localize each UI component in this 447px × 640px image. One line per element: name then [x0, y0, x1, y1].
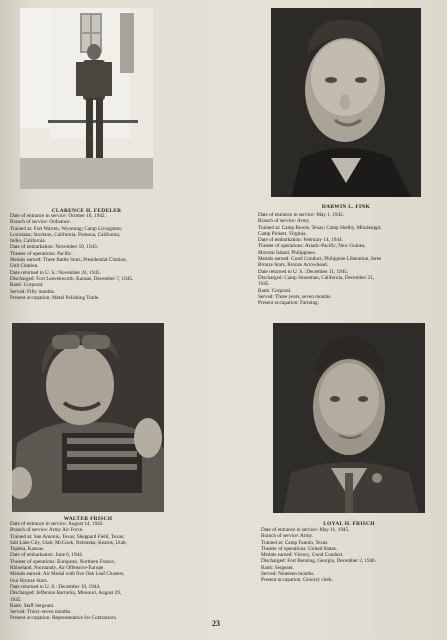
entry-name: WALTER FRISCH [63, 516, 113, 522]
detail-line: Rank: Corporal. [258, 287, 292, 294]
entry-name: LOYAL H. FRISCH [323, 521, 375, 527]
detail-line: Branch of service: Army. [261, 533, 314, 540]
detail-line: Discharged: Jefferson Barracks, Missouri, August 29, [10, 590, 122, 597]
detail-line: Rank: Sergeant. [261, 564, 295, 571]
detail-line: Topeka, Kansas. [10, 546, 45, 553]
detail-line: Served: Nineteen months. [261, 571, 315, 578]
detail-line: Trained at: San Antonio, Texas; Sheppard Field, Texas; [10, 533, 125, 540]
detail-line: Branch of service: Army. [258, 218, 311, 225]
detail-line: Served: Thirty-seven months. [10, 609, 72, 616]
detail-line: 1945. [10, 596, 22, 603]
detail-line: Date returned to U. S.: December 10, 1944. [10, 583, 101, 590]
detail-line: Morotai Island, Philippines. [258, 249, 316, 256]
detail-line: Date of embarkation: June 6, 1944. [10, 552, 84, 559]
entry-name: CLARENCE H. FEDELER [51, 208, 122, 214]
detail-line: Rhineland, Normandy, Air Offensive-Europe. [10, 565, 105, 572]
detail-line: Trained at: Fort Warren, Wyoming; Camp Livingston; [10, 225, 122, 232]
photo-clarence-fedeler [20, 8, 153, 189]
detail-line: Date of embarkation: November 10, 1943. [10, 244, 99, 251]
photo-darwin-fink [271, 8, 421, 197]
detail-line: Louisiana; Stockton, California; Pomona, California; [10, 231, 121, 238]
detail-line: Date of entrance in service: May 1, 1942. [258, 212, 344, 218]
detail-line: Medals earned: Three Battle Stars, Presidential Citation, [10, 257, 127, 264]
detail-line: Theater of operations: Pacific. [10, 250, 73, 257]
entry-details [10, 213, 210, 301]
detail-line: Present occupation: Representative for Contractors. [10, 615, 118, 622]
detail-line: Theater of operations: European, Northern France, [10, 558, 116, 565]
detail-line: Branch of service: Ordnance. [10, 219, 71, 226]
photo-loyal-frisch [273, 323, 425, 513]
detail-line: Trained at: Camp Fannin, Texas. [261, 539, 329, 546]
detail-line: Trained at: Camp Bowie, Texas; Camp Shelby, Mississippi; [258, 224, 382, 231]
detail-line: Discharged: Fort Leavenworth, Kansas, December 7, 1945. [10, 275, 134, 282]
detail-line: Branch of service: Army Air Force. [10, 527, 84, 534]
entry-name: DARWIN L. FINK [321, 204, 371, 210]
detail-line: Served: Three years, seven months. [258, 293, 332, 300]
detail-line: Present occupation: Grocery clerk. [261, 577, 334, 584]
detail-line: Discharged: Camp Stoneman, California, December 21, [258, 274, 375, 281]
detail-line: Rank: Corporal. [10, 282, 44, 289]
detail-line: four Bronze Stars. [10, 577, 48, 584]
entry-details [258, 212, 443, 306]
detail-line: Salt Lake City, Utah; McCook, Nebraska; Kearns, Utah; [10, 539, 127, 546]
detail-line: Bronze Stars, Bronze Arrowhead. [258, 262, 328, 269]
entry-details [261, 527, 446, 584]
detail-line: Medals earned: Air Medal with five Oak Leaf Clusters, [10, 571, 125, 578]
detail-line: Present occupation: Metal Polishing Trade. [10, 294, 100, 301]
detail-line: Medals earned: Good Conduct, Philippine Liberation, three [258, 256, 382, 263]
detail-line: Unit Citation. [10, 263, 39, 270]
entry-details [10, 521, 210, 622]
detail-line: Medals earned: Victory, Good Conduct. [261, 552, 344, 559]
detail-line: Date returned to U. S.: November 24, 1945. [10, 269, 101, 276]
detail-line: Rank: Staff Sergeant. [10, 602, 55, 609]
detail-line: Theater of operations: Asiatic-Pacific, New Guinea, [258, 243, 366, 250]
detail-line: Camp Pickett, Virginia. [258, 230, 307, 237]
detail-line: Date of entrance in service: May 11, 1945. [261, 527, 350, 533]
detail-line: Date of entrance in service: October 10, 1942. [10, 213, 106, 219]
detail-line: 1945. [258, 281, 270, 288]
detail-line: Served: Fifty months. [10, 288, 56, 295]
page-number: 23 [212, 619, 220, 628]
detail-line: Date of embarkation: February 14, 1944. [258, 237, 343, 244]
detail-line: Indio, California. [10, 238, 46, 245]
photo-walter-frisch [12, 323, 164, 512]
detail-line: Date returned to U. S.: December 11, 1945. [258, 268, 349, 275]
detail-line: Date of entrance in service: August 14, 1942. [10, 521, 104, 527]
detail-line: Present occupation: Farming. [258, 300, 319, 307]
detail-line: Discharged: Fort Benning, Georgia, December 2, 1946. [261, 558, 377, 565]
detail-line: Theater of operations: United States. [261, 545, 338, 552]
